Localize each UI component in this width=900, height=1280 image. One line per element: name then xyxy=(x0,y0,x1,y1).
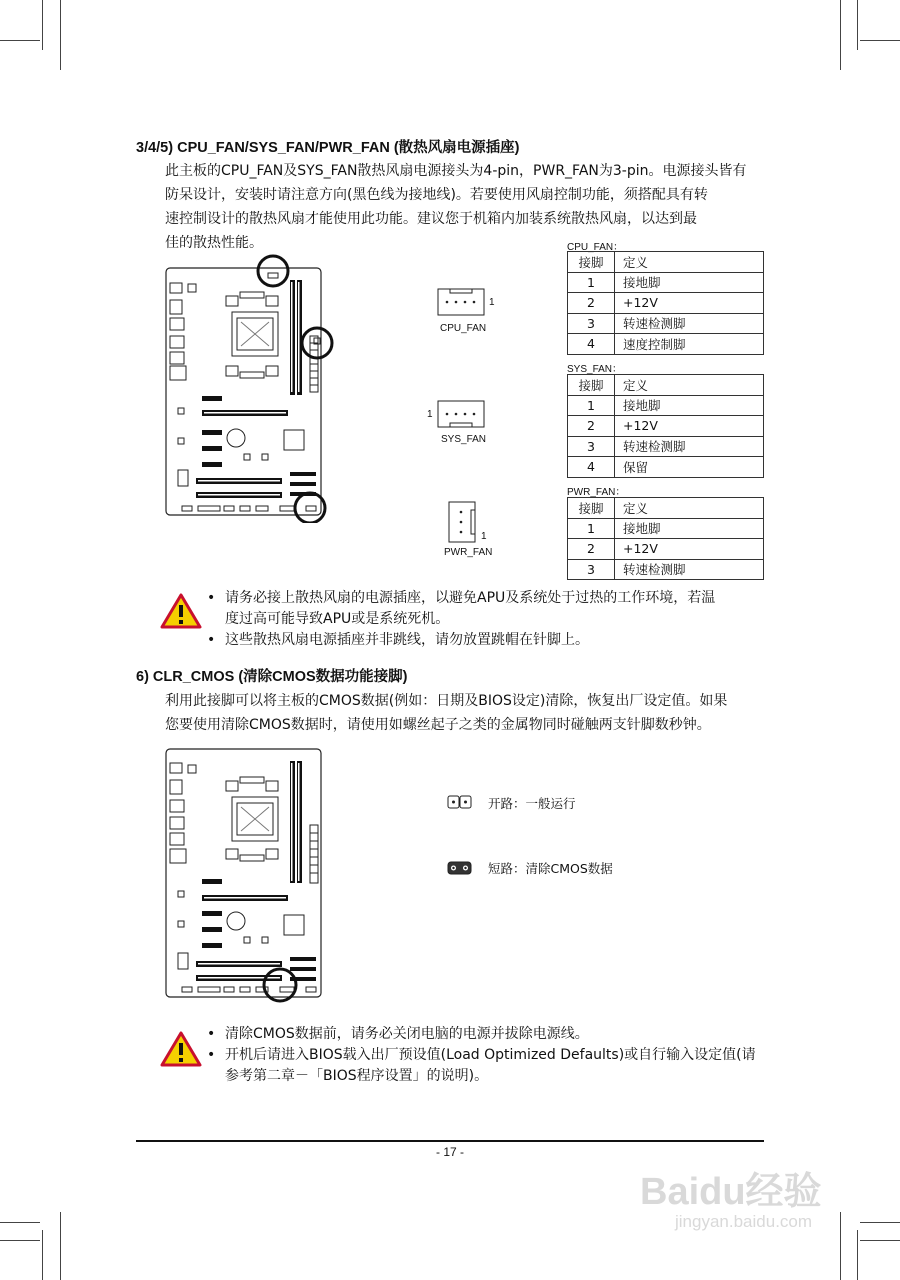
jumper-open-label: 开路：一般运行 xyxy=(488,796,576,811)
table-header: 定义 xyxy=(615,498,764,519)
warning-item: • 这些散热风扇电源插座并非跳线，请勿放置跳帽在针脚上。 xyxy=(207,630,715,651)
table-row: 1 接地脚 xyxy=(568,395,764,416)
motherboard-diagram-clr xyxy=(162,745,342,1005)
pwr-fan-table-caption: PWR_FAN： xyxy=(567,487,626,498)
table-row: 2 +12V xyxy=(568,416,764,437)
table-header: 接脚 xyxy=(568,375,615,396)
fan-section-paragraph xyxy=(165,159,746,255)
pwr-fan-label: PWR_FAN xyxy=(444,547,493,558)
sys-fan-label: SYS_FAN xyxy=(441,434,487,445)
warning-line: 参考第二章－「BIOS程序设置」的说明)。 xyxy=(225,1068,489,1084)
clr-warnings xyxy=(207,1024,756,1087)
table-header: 接脚 xyxy=(568,252,615,273)
jumper-short-label: 短路：清除CMOS数据 xyxy=(488,861,613,876)
pwr-fan-connector-drawing xyxy=(447,500,481,544)
paragraph-line: 速控制设计的散热风扇才能使用此功能。建议您于机箱内加装系统散热风扇，以达到最 xyxy=(165,211,697,227)
warning-icon xyxy=(160,1031,202,1067)
sys-fan-table-caption: SYS_FAN： xyxy=(567,364,623,375)
jumper-open-icon xyxy=(447,795,473,809)
paragraph-line: 佳的散热性能。 xyxy=(165,235,263,251)
table-row: 2 +12V xyxy=(568,293,764,314)
footer-rule xyxy=(136,1140,764,1142)
paragraph-line: 利用此接脚可以将主板的CMOS数据(例如：日期及BIOS设定)清除，恢复出厂设定值。如果 xyxy=(165,693,728,709)
cpu-fan-label: CPU_FAN xyxy=(440,323,487,334)
warning-item: • 清除CMOS数据前，请务必关闭电脑的电源并拔除电源线。 xyxy=(207,1024,756,1045)
table-row: 3 转速检测脚 xyxy=(568,436,764,457)
warning-icon xyxy=(160,593,202,629)
warning-item xyxy=(207,588,715,630)
warning-line: • 请务必接上散热风扇的电源插座，以避免APU及系统处于过热的工作环境，若温 xyxy=(225,590,716,606)
cpu-fan-table-caption: CPU_FAN： xyxy=(567,242,624,253)
page-number: - 17 - xyxy=(435,1145,464,1159)
table-header: 接脚 xyxy=(568,498,615,519)
table-row: 3 转速检测脚 xyxy=(568,559,764,580)
sys-fan-pin1-label: 1 xyxy=(427,409,433,420)
jumper-short-icon xyxy=(447,861,473,875)
table-row: 4 保留 xyxy=(568,457,764,478)
table-row: 2 +12V xyxy=(568,539,764,560)
fan-section-title: 3/4/5) CPU_FAN/SYS_FAN/PWR_FAN (散热风扇电源插座) xyxy=(136,140,520,156)
pwr-fan-pin1-label: 1 xyxy=(481,531,487,542)
cpu-fan-connector-drawing xyxy=(436,287,496,317)
warning-line: • 开机后请进入BIOS载入出厂预设值(Load Optimized Defaults)或自行输入设定值(请 xyxy=(225,1047,756,1063)
table-row: 1 接地脚 xyxy=(568,272,764,293)
table-header: 定义 xyxy=(615,252,764,273)
watermark-logo: Baidu经验 xyxy=(640,1171,822,1213)
sys-fan-connector-drawing xyxy=(436,399,488,429)
watermark-url: jingyan.baidu.com xyxy=(675,1212,813,1231)
warning-item xyxy=(207,1045,756,1087)
warning-line: 度过高可能导致APU或是系统死机。 xyxy=(225,611,450,627)
clr-section-title: 6) CLR_CMOS (清除CMOS数据功能接脚) xyxy=(136,669,408,685)
cpu-fan-pin1-label: 1 xyxy=(489,297,495,308)
cpu-fan-pin-table xyxy=(567,251,764,355)
sys-fan-pin-table xyxy=(567,374,764,478)
paragraph-line: 防呆设计，安装时请注意方向(黑色线为接地线)。若要使用风扇控制功能，须搭配具有转 xyxy=(165,187,708,203)
table-row: 1 接地脚 xyxy=(568,518,764,539)
motherboard-diagram-fan xyxy=(162,248,342,523)
paragraph-line: 此主板的CPU_FAN及SYS_FAN散热风扇电源接头为4-pin，PWR_FAN为3-pin。电源接头皆有 xyxy=(165,163,747,179)
table-header: 定义 xyxy=(615,375,764,396)
fan-warnings xyxy=(207,588,715,651)
table-row: 4 速度控制脚 xyxy=(568,334,764,355)
table-row: 3 转速检测脚 xyxy=(568,313,764,334)
paragraph-line: 您要使用清除CMOS数据时，请使用如螺丝起子之类的金属物同时碰触两支针脚数秒钟。 xyxy=(165,717,711,733)
pwr-fan-pin-table xyxy=(567,497,764,580)
clr-section-paragraph xyxy=(165,689,727,737)
